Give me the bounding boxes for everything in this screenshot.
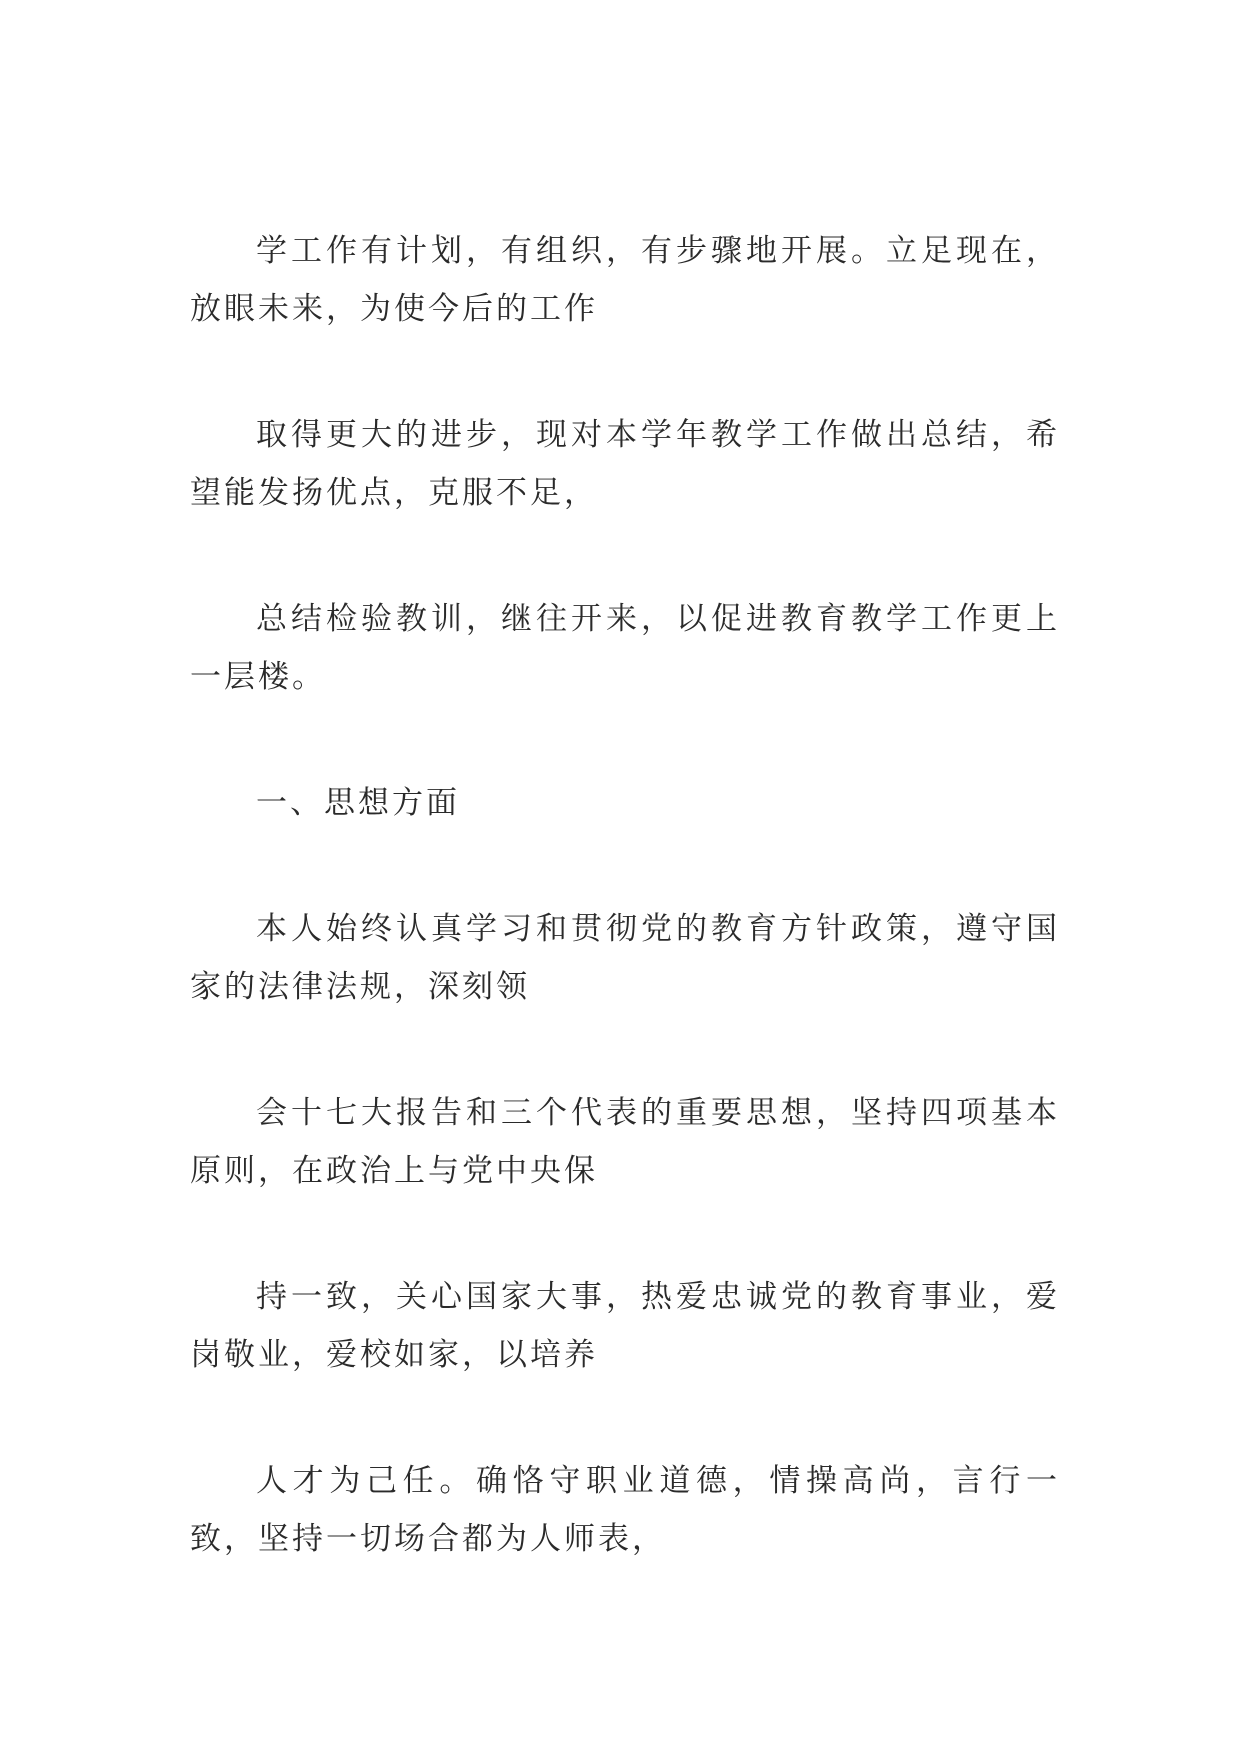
paragraph: 本人始终认真学习和贯彻党的教育方针政策，遵守国家的法律法规，深刻领 xyxy=(190,911,1060,1005)
paragraph: 学工作有计划，有组织，有步骤地开展。立足现在，放眼未来，为使今后的工作 xyxy=(190,233,1060,327)
paragraph: 持一致，关心国家大事，热爱忠诚党的教育事业，爱岗敬业，爱校如家，以培养 xyxy=(190,1279,1060,1373)
paragraph: 会十七大报告和三个代表的重要思想，坚持四项基本原则，在政治上与党中央保 xyxy=(190,1095,1060,1189)
section-heading: 一、思想方面 xyxy=(256,785,460,821)
paragraph: 总结检验教训，继往开来，以促进教育教学工作更上一层楼。 xyxy=(190,601,1060,695)
document-body xyxy=(190,222,1060,1636)
paragraph: 人才为己任。确恪守职业道德，情操高尚，言行一致，坚持一切场合都为人师表， xyxy=(190,1463,1060,1557)
paragraph: 取得更大的进步，现对本学年教学工作做出总结，希望能发扬优点，克服不足， xyxy=(190,417,1060,511)
